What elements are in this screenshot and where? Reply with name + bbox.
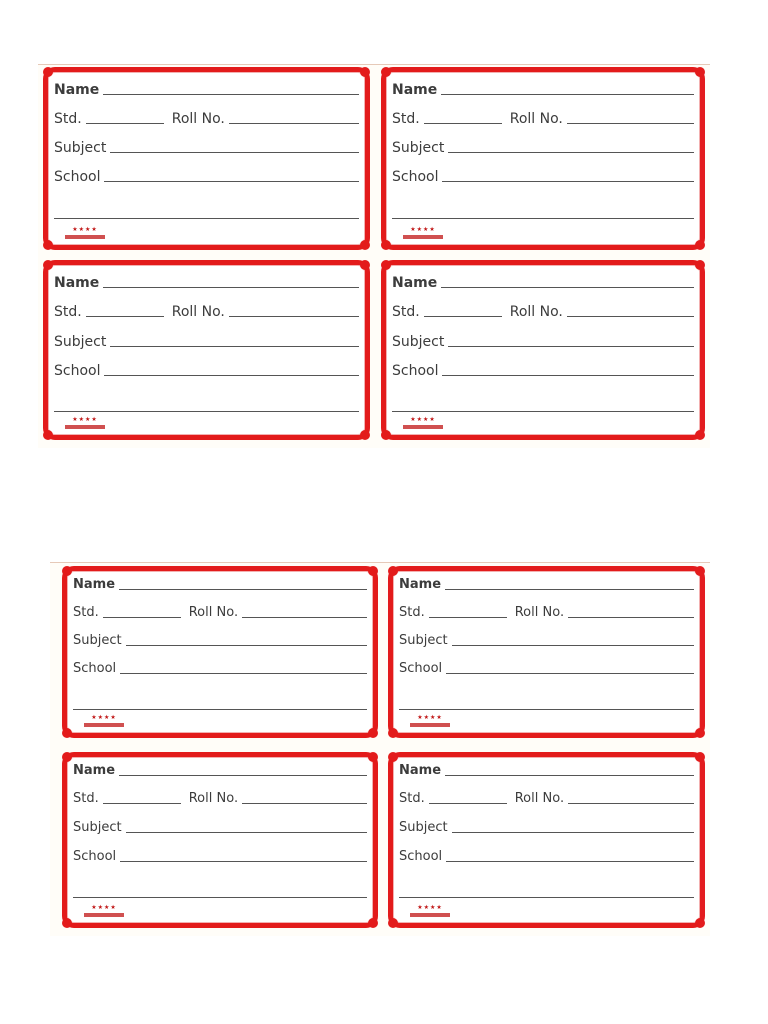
std-roll-row	[399, 601, 694, 621]
roll-no-label: Roll No.	[188, 791, 239, 806]
school-line	[120, 861, 367, 862]
subject-line	[452, 832, 694, 833]
stars-glyph: ★★★★	[91, 904, 117, 911]
name-line	[441, 94, 694, 95]
corner-mark	[62, 752, 72, 762]
school-line	[120, 673, 367, 674]
subject-row	[54, 330, 359, 350]
corner-mark	[43, 67, 53, 77]
std-line	[103, 617, 181, 618]
stars-glyph: ★★★★	[410, 416, 436, 423]
roll-no-line	[568, 617, 694, 618]
subject-label: Subject	[54, 140, 107, 156]
name-label: Name	[54, 275, 100, 291]
std-roll-row	[392, 300, 694, 320]
corner-mark	[388, 752, 398, 762]
std-label: Std.	[399, 605, 425, 620]
corner-mark	[695, 260, 705, 270]
roll-no-line	[229, 316, 359, 317]
extra-line	[54, 218, 359, 219]
name-label: Name	[392, 275, 438, 291]
label-sheet-bottom	[50, 562, 710, 936]
name-row	[54, 271, 359, 291]
brand-mark	[65, 425, 105, 429]
roll-no-line	[568, 803, 694, 804]
std-line	[86, 316, 164, 317]
name-label: Name	[54, 82, 100, 98]
star-logo-icon	[62, 417, 108, 431]
name-label: Name	[73, 763, 116, 778]
school-label: School	[392, 363, 439, 379]
roll-no-label: Roll No.	[171, 111, 225, 127]
corner-mark	[368, 918, 378, 928]
subject-row	[399, 629, 694, 649]
roll-no-line	[242, 803, 367, 804]
name-row	[392, 78, 694, 98]
corner-mark	[381, 240, 391, 250]
corner-mark	[368, 728, 378, 738]
name-row	[73, 759, 367, 779]
star-logo-icon	[407, 715, 453, 729]
roll-no-line	[567, 123, 694, 124]
std-label: Std.	[73, 605, 99, 620]
school-label: School	[54, 363, 101, 379]
extra-line	[73, 709, 367, 710]
subject-line	[110, 152, 359, 153]
name-label: Name	[399, 763, 442, 778]
std-line	[429, 803, 507, 804]
star-logo-icon	[407, 905, 453, 919]
corner-mark	[62, 918, 72, 928]
school-row	[399, 845, 694, 865]
corner-mark	[360, 260, 370, 270]
school-line	[442, 375, 694, 376]
name-label: Name	[392, 82, 438, 98]
name-row	[399, 573, 694, 593]
name-row	[73, 573, 367, 593]
subject-line	[126, 832, 367, 833]
name-label: Name	[399, 577, 442, 592]
subject-label: Subject	[54, 334, 107, 350]
std-roll-row	[392, 107, 694, 127]
brand-mark	[403, 425, 443, 429]
school-row	[73, 845, 367, 865]
std-line	[424, 123, 502, 124]
subject-row	[392, 330, 694, 350]
sheet-edge	[38, 64, 710, 65]
name-label-card	[62, 752, 378, 928]
school-row	[73, 657, 367, 677]
name-line	[119, 775, 367, 776]
name-label-card	[381, 260, 705, 440]
std-roll-row	[54, 107, 359, 127]
school-row	[399, 657, 694, 677]
brand-mark	[84, 723, 124, 727]
school-line	[446, 861, 694, 862]
subject-label: Subject	[399, 633, 448, 648]
subject-line	[452, 645, 694, 646]
extra-line	[54, 411, 359, 412]
school-line	[446, 673, 694, 674]
std-line	[86, 123, 164, 124]
name-line	[103, 287, 359, 288]
corner-mark	[368, 752, 378, 762]
brand-mark	[84, 913, 124, 917]
roll-no-line	[567, 316, 694, 317]
school-line	[442, 181, 694, 182]
school-line	[104, 375, 359, 376]
brand-mark	[410, 913, 450, 917]
corner-mark	[360, 67, 370, 77]
extra-line	[399, 709, 694, 710]
subject-label: Subject	[73, 633, 122, 648]
corner-mark	[381, 67, 391, 77]
std-label: Std.	[392, 111, 420, 127]
corner-mark	[360, 240, 370, 250]
std-label: Std.	[399, 791, 425, 806]
corner-mark	[381, 260, 391, 270]
school-line	[104, 181, 359, 182]
extra-line	[392, 411, 694, 412]
subject-row	[54, 136, 359, 156]
subject-label: Subject	[399, 820, 448, 835]
stars-glyph: ★★★★	[91, 714, 117, 721]
name-label-card	[388, 752, 705, 928]
std-line	[429, 617, 507, 618]
roll-no-label: Roll No.	[509, 304, 563, 320]
subject-line	[110, 346, 359, 347]
corner-mark	[695, 240, 705, 250]
stars-glyph: ★★★★	[72, 226, 98, 233]
std-line	[103, 803, 181, 804]
stars-glyph: ★★★★	[410, 226, 436, 233]
school-row	[392, 165, 694, 185]
name-row	[392, 271, 694, 291]
stars-glyph: ★★★★	[417, 714, 443, 721]
stars-glyph: ★★★★	[417, 904, 443, 911]
roll-no-line	[242, 617, 367, 618]
subject-label: Subject	[392, 334, 445, 350]
school-row	[392, 359, 694, 379]
corner-mark	[43, 240, 53, 250]
roll-no-label: Roll No.	[171, 304, 225, 320]
subject-row	[73, 816, 367, 836]
subject-line	[448, 346, 694, 347]
corner-mark	[695, 566, 705, 576]
stars-glyph: ★★★★	[72, 416, 98, 423]
star-logo-icon	[81, 905, 127, 919]
school-label: School	[392, 169, 439, 185]
std-roll-row	[54, 300, 359, 320]
name-label: Name	[73, 577, 116, 592]
std-label: Std.	[54, 111, 82, 127]
school-label: School	[54, 169, 101, 185]
name-label-card	[43, 260, 370, 440]
star-logo-icon	[81, 715, 127, 729]
corner-mark	[695, 918, 705, 928]
label-sheet-top	[38, 64, 710, 448]
corner-mark	[360, 430, 370, 440]
name-line	[445, 589, 694, 590]
extra-line	[399, 897, 694, 898]
subject-row	[399, 816, 694, 836]
subject-label: Subject	[392, 140, 445, 156]
name-label-card	[381, 67, 705, 250]
corner-mark	[43, 430, 53, 440]
school-label: School	[399, 849, 443, 864]
name-line	[103, 94, 359, 95]
subject-line	[448, 152, 694, 153]
extra-line	[73, 897, 367, 898]
corner-mark	[388, 566, 398, 576]
brand-mark	[403, 235, 443, 239]
roll-no-line	[229, 123, 359, 124]
roll-no-label: Roll No.	[509, 111, 563, 127]
star-logo-icon	[400, 227, 446, 241]
school-label: School	[399, 661, 443, 676]
corner-mark	[368, 566, 378, 576]
star-logo-icon	[62, 227, 108, 241]
name-line	[119, 589, 367, 590]
roll-no-label: Roll No.	[514, 791, 565, 806]
std-label: Std.	[54, 304, 82, 320]
roll-no-label: Roll No.	[188, 605, 239, 620]
corner-mark	[695, 67, 705, 77]
corner-mark	[695, 430, 705, 440]
std-line	[424, 316, 502, 317]
std-label: Std.	[392, 304, 420, 320]
star-logo-icon	[400, 417, 446, 431]
name-line	[445, 775, 694, 776]
corner-mark	[388, 728, 398, 738]
school-row	[54, 165, 359, 185]
name-row	[54, 78, 359, 98]
sheet-edge	[50, 562, 710, 563]
school-label: School	[73, 849, 117, 864]
subject-row	[392, 136, 694, 156]
subject-line	[126, 645, 367, 646]
corner-mark	[381, 430, 391, 440]
corner-mark	[695, 728, 705, 738]
corner-mark	[695, 752, 705, 762]
subject-label: Subject	[73, 820, 122, 835]
name-label-card	[62, 566, 378, 738]
roll-no-label: Roll No.	[514, 605, 565, 620]
name-line	[441, 287, 694, 288]
name-row	[399, 759, 694, 779]
corner-mark	[62, 728, 72, 738]
std-label: Std.	[73, 791, 99, 806]
brand-mark	[410, 723, 450, 727]
std-roll-row	[73, 787, 367, 807]
std-roll-row	[73, 601, 367, 621]
school-label: School	[73, 661, 117, 676]
brand-mark	[65, 235, 105, 239]
extra-line	[392, 218, 694, 219]
corner-mark	[43, 260, 53, 270]
name-label-card	[388, 566, 705, 738]
subject-row	[73, 629, 367, 649]
corner-mark	[62, 566, 72, 576]
corner-mark	[388, 918, 398, 928]
name-label-card	[43, 67, 370, 250]
std-roll-row	[399, 787, 694, 807]
school-row	[54, 359, 359, 379]
